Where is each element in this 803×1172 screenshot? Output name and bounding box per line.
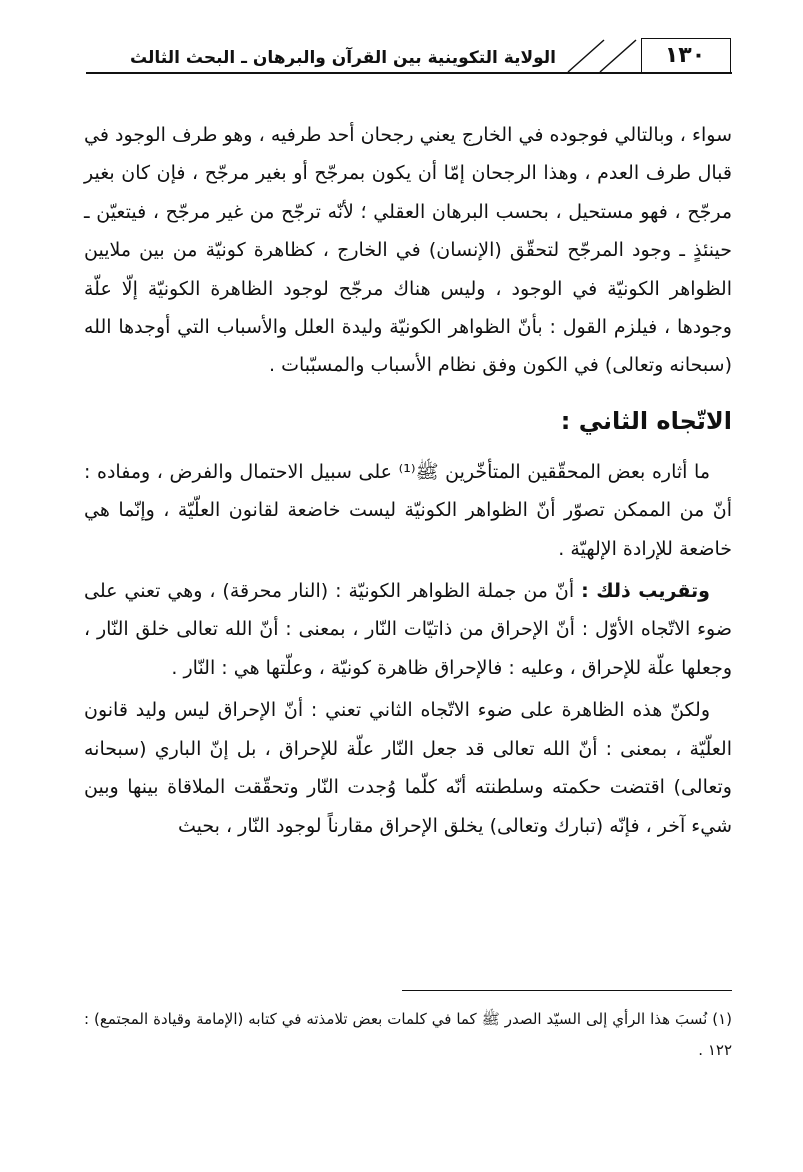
running-title: الولاية التكوينية بين القرآن والبرهان ـ البحث الثالث: [130, 48, 556, 68]
paragraph-3-text: أنّ من جملة الظواهر الكونيّة : (النار محرقة) ، وهي تعني على ضوء الاتّجاه الأوّل : أنّ الإحراق من ذاتيّات النّار ، بمعنى : أنّ الله تعالى خلق النّار ، وجعلها علّة للإحراق ، وعليه : فالإحراق ظاهرة كونيّة ، وعلّتها هي : النّار .: [84, 580, 732, 679]
page-number: ١٣٠: [664, 43, 706, 68]
paragraph-4: ولكنّ هذه الظاهرة على ضوء الاتّجاه الثاني تعني : أنّ الإحراق ليس وليد قانون العلّيّة ، بمعنى : أنّ الله تعالى قد جعل النّار علّة للإحراق ، بل إنّ الباري (سبحانه وتعالى) اقتضت حكمته وسلطنته أنّه كلّما وُجدت النّار وتحقّقت الملاقاة بينها وبين شيء آخر ، فإنّه (تبارك وتعالى) يخلق الإحراق مقارناً لوجود النّار ، بحيث: [84, 699, 732, 837]
header-rule: [86, 72, 732, 74]
paragraph-3: [84, 572, 732, 687]
main-text: [84, 116, 732, 845]
page-header: [0, 28, 803, 88]
paragraph-2: ما أثاره بعض المحقّقين المتأخّرين ﷺ⁽¹⁾ على سبيل الاحتمال والفرض ، ومفاده : أنّ من الممكن تصوّر أنّ الظواهر الكونيّة ليست خاضعة لقانون العلّيّة ، وإنّما هي خاضعة للإرادة الإلهيّة .: [84, 460, 732, 560]
section-heading: الاتّجاه الثاني :: [560, 406, 732, 435]
footnote: (١) نُسبَ هذا الرأي إلى السيّد الصدر ﷺ كما في كلمات بعض تلامذته في كتابه (الإمامة وقيادة المجتمع) : ١٢٢ .: [84, 1010, 732, 1059]
header-ornament-icon: [560, 38, 640, 74]
paragraph-1: سواء ، وبالتالي فوجوده في الخارج يعني رجحان أحد طرفيه ، وهو طرف الوجود في قبال طرف العدم ، وهذا الرجحان إمّا أن يكون بمرجّح أو بغير مرجّح ، فإن كان بغير مرجّح ، فهو مستحيل ، بحسب البرهان العقلي ؛ لأنّه ترجّح من غير مرجّح ، فيتعيّن ـ حينئذٍ ـ وجود المرجّح لتحقّق (الإنسان) في الخارج ، كظاهرة كونيّة من بين ملايين الظواهر الكونيّة في الوجود ، وليس هناك مرجّح لوجود الظاهرة الكونيّة إلّا علّة وجودها ، فيلزم القول : بأنّ الظواهر الكونيّة وليدة العلل والأسباب التي أوجدها الله (سبحانه وتعالى) في الكون وفق نظام الأسباب والمسبّبات .: [84, 124, 732, 377]
paragraph-3-lead: وتقريب ذلك :: [581, 580, 710, 603]
footnote-rule: [402, 990, 732, 991]
